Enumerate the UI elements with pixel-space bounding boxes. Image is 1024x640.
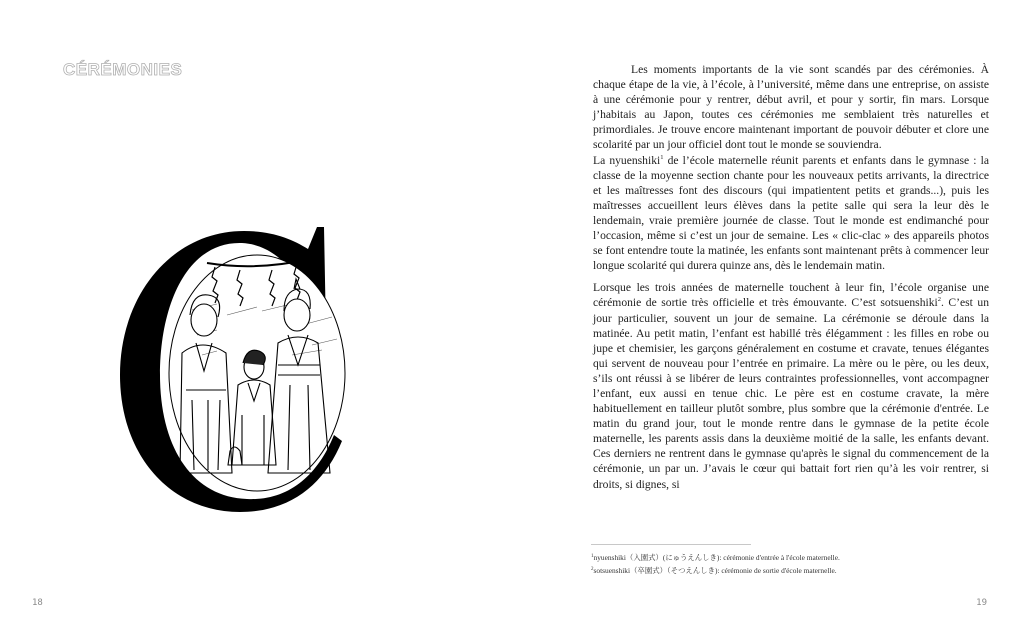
page-number: 18 (32, 598, 43, 608)
footnotes (591, 552, 1011, 577)
chapter-title: CÉRÉMONIES (63, 60, 183, 79)
page-number: 19 (976, 598, 987, 608)
dropcap-illustration (112, 215, 387, 515)
right-page (512, 0, 1024, 640)
footnote-divider (591, 544, 751, 545)
paragraph-nyuenshiki: La nyuenshiki$^1$ de l’école maternelle réunit parents et enfants dans le gymnase : la classe de la moyenne section chante pour les nouveaux petits arrivants, la directrice et les maîtresses font des discours (qui impatientent petits et grands...), puis les maîtresses accueillent leurs élèves dans la petite salle qui sera la leur dès le lendemain, vraie première journée de classe. Tout le monde est endimanché pour l’occasion, même si c’est un jour de semaine. Les « clic-clac » des appareils photos se font entendre toute la matinée, les enfants sont maintenant prêts à commencer leur longue scolarité qui durera quinze ans, dès le lendemain matin. (593, 153, 989, 273)
paragraph-sotsuenshiki: Lorsque les trois années de maternelle touchent à leur fin, l’école organise une cérémonie de sortie très officielle et très émouvante. C’est sotsuenshiki$^2$. C’est un jour particulier, souvent un jour de semaine. La cérémonie se déroule dans la matinée. Au petit matin, l’enfant est habillé très élégamment : les filles en robe ou jupe et chemisier, les garçons généralement en costume et cravate, tenues élégantes qui servent de nouveau pour l’entrée en primaire. La mère ou le père, ou les deux, s’ils ont réussi à se libérer de leurs contraintes professionnelles, vont accompagner l’enfant, eux aussi en tenue chic. Le père est en costume cravate, la mère habituellement en tailleur plutôt sombre, plus sombre que la cérémonie d'entrée. Le matin du grand jour, tout le monde rentre dans le gymnase de la petite école maternelle, les parents assis dans la deuxième moitié de la salle, les enfants devant. Ces derniers ne rentrent dans le gymnase qu'après le signal du commencement de la cérémonie, un par un. J’avais le cœur qui battait fort rien qu’à les voir rentrer, si droits, si dignes, si (593, 281, 989, 491)
footnote-ref-1: 1 (660, 153, 664, 161)
dropcap-c-icon (112, 215, 387, 515)
body-text (593, 62, 989, 492)
footnote-ref-2: 2 (937, 296, 941, 304)
footnote-2: $^2$sotsuenshiki（卒園式）（そつえんしき): cérémonie de sortie d'école maternelle. (591, 565, 837, 575)
paragraph-intro: Les moments importants de la vie sont scandés par des cérémonies. À chaque étape de la vie, à l’école, à l’université, même dans une entreprise, on assiste à une cérémonie pour y rentrer, début avril, et pour y sortir, fin mars. Lorsque j’habitais au Japon, toutes ces cérémonies me semblaient très naturelles et primordiales. Je trouve encore maintenant important de pouvoir débuter et clore une scolarité par un jour officiel dont tout le monde se souviendra. (593, 63, 989, 152)
footnote-1: $^1$nyuenshiki（入園式）(にゅうえんしき): cérémonie d'entrée à l'école maternelle. (591, 553, 840, 562)
